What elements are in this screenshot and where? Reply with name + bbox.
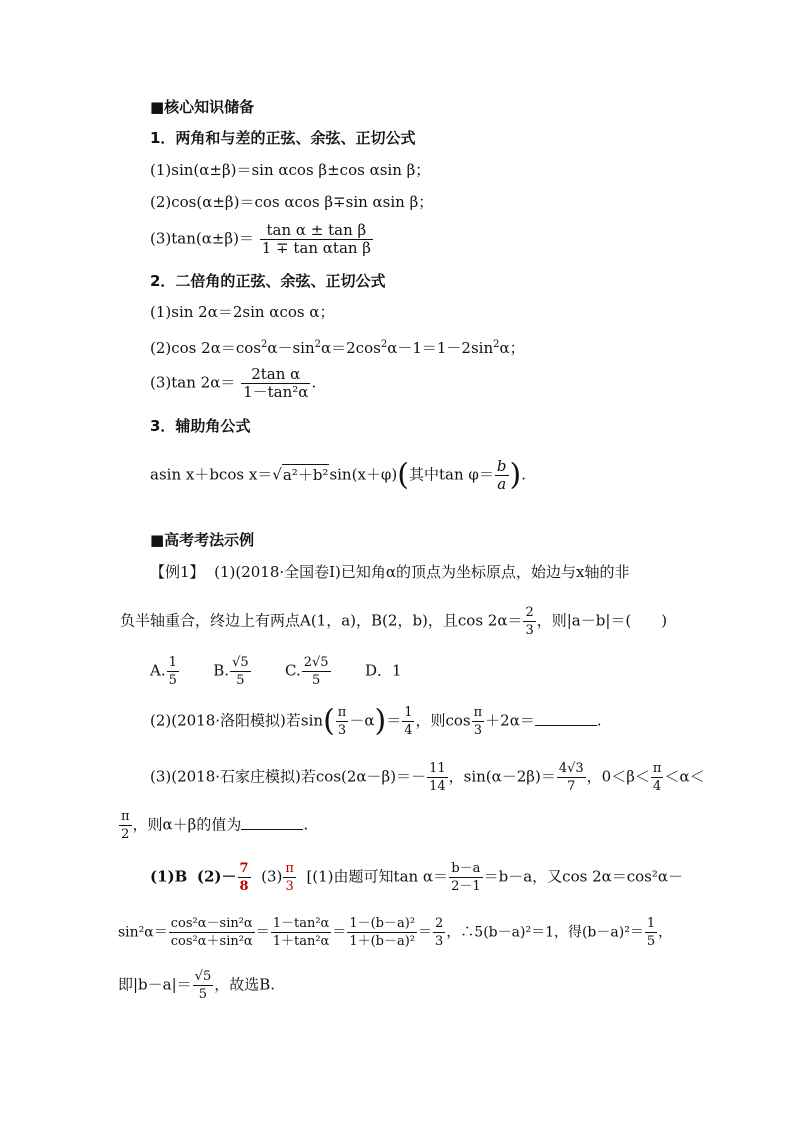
item2-formula3: (3)tan 2α＝ $\frac{\text{2tan α}}{\text{1－tan²α}}$ . [150, 365, 317, 401]
denominator: 3 [285, 879, 294, 894]
solution-text: ，∴5(b－a)²＝1，得(b－a)²＝ [446, 924, 644, 941]
fraction [119, 808, 132, 843]
example1-q3-line2: $\frac{\pi}{2}$ ，则α＋β的值为 . [121, 809, 309, 842]
fraction [336, 704, 349, 739]
option-a: A. [150, 661, 166, 680]
numerator: b [496, 457, 507, 475]
numerator: 1 [404, 705, 413, 720]
denominator: 2－1 [451, 879, 481, 894]
denominator: 1 ∓ tan αtan β [261, 239, 371, 257]
fraction [283, 860, 296, 895]
question-text: ，则|a－b|＝( ) [536, 611, 668, 630]
formula-text: asin x＋bcos x＝ [150, 465, 273, 484]
question-text: 负半轴重合，终边上有两点A(1，a)，B(2，b)，且cos 2α＝ [120, 611, 523, 630]
numerator: tan α ± tan β [260, 222, 373, 240]
solution-text: sin²α＝ [118, 924, 168, 941]
fraction [230, 654, 251, 689]
fraction [167, 654, 179, 689]
denominator: 3 [435, 934, 444, 949]
numerator: 2tan α [241, 366, 310, 384]
section-title-exam-examples: ■高考考法示例 [150, 531, 255, 549]
formula-text: α； [499, 339, 525, 357]
answer-1: (1)B [150, 867, 188, 886]
example1-q1-line2 [120, 604, 667, 639]
question-text: ＋2α＝ [485, 711, 535, 730]
fraction [645, 915, 657, 950]
formula-text: (2)cos 2α＝cos [150, 339, 261, 357]
answer-3: (3) [261, 867, 283, 886]
fraction [433, 915, 445, 950]
fraction [472, 704, 485, 739]
solution-text: ＝ [332, 924, 347, 941]
denominator: 1＋tan²α [272, 934, 330, 949]
fraction [347, 915, 417, 950]
answer-2: (2)－ [196, 867, 237, 886]
example1-q2: (2)(2018·洛阳模拟)若sin( $\frac{\pi}{3}$ －α)＝ $\frac{1}{4}$ ，则cos $\frac{\pi}{3}$ ＋2α＝ . [150, 703, 602, 739]
sqrt-symbol: √ [272, 465, 282, 484]
question-text: ，则cos [415, 711, 471, 730]
numerator: π [337, 705, 347, 720]
example1-q1-line1 [150, 562, 630, 582]
item1-title: 1．两角和与差的正弦、余弦、正切公式 [150, 129, 416, 147]
numerator: √5 [194, 969, 212, 984]
fraction [651, 760, 664, 795]
solution-text: 即|b－a|＝ [118, 975, 192, 994]
option-b: B. [213, 661, 230, 680]
fraction [557, 760, 586, 795]
solution-text: ，故选B. [214, 975, 276, 994]
question-text: (1)(2018·全国卷Ⅰ)已知角α的顶点为坐标原点，始边与x轴的非 [214, 563, 630, 581]
numerator: π [285, 861, 294, 876]
fraction [402, 704, 414, 739]
radicand: a²＋b² [282, 465, 329, 484]
fraction [238, 860, 251, 895]
denominator: 3 [473, 723, 483, 738]
item1-formula2: (2)cos(α±β)＝cos αcos β∓sin αsin β； [150, 193, 434, 211]
question-text: ，则α＋β的值为 [132, 815, 242, 834]
numerator: √5 [232, 655, 249, 670]
denominator: 4 [653, 779, 662, 794]
numerator: 11 [429, 761, 446, 776]
item1-formula1: (1)sin(α±β)＝sin αcos β±cos αsin β； [150, 161, 431, 179]
answer-blank [535, 711, 597, 726]
denominator: 7 [567, 779, 576, 794]
numerator: π [473, 705, 483, 720]
answer-blank [241, 815, 303, 830]
numerator: 1－(b－a)² [349, 916, 416, 931]
numerator: 2 [525, 605, 534, 620]
fraction [260, 222, 373, 257]
question-text: ＝ [386, 711, 402, 730]
item2-formula2: (2)cos $2\alpha=\cos^2\alpha-\sin^2\alpha=2\cos^2\alpha-1=1-2\sin^2\alpha$； [150, 339, 525, 357]
numerator: cos²α－sin²α [170, 916, 253, 931]
denominator: 2 [121, 827, 130, 842]
fraction [193, 968, 214, 1003]
denominator: 8 [239, 879, 249, 894]
denominator: cos²α＋sin²α [170, 934, 253, 949]
solution-text: [(1)由题可知tan α＝ [306, 867, 449, 886]
denominator: 1－tan²α [243, 383, 309, 401]
formula-text: sin(x＋φ) [329, 465, 398, 484]
item3-formula: asin x＋bcos x＝√a²＋b²sin(x＋φ)(其中tan φ＝ $\frac{b}{a}$ ). [150, 457, 526, 493]
example1-answer-line3 [118, 968, 275, 1003]
numerator: 7 [239, 861, 249, 876]
denominator: 3 [525, 623, 534, 638]
numerator: 1 [646, 916, 656, 931]
item3-title: 3．辅助角公式 [150, 417, 251, 435]
example-label: 【例1】 [150, 563, 205, 581]
example1-q3-line1 [150, 760, 705, 795]
fraction [495, 458, 509, 493]
example1-answer-line2 [118, 915, 672, 950]
denominator: 4 [404, 723, 413, 738]
denominator: 3 [337, 723, 347, 738]
denominator: a [497, 475, 507, 493]
numerator: 4√3 [558, 761, 584, 776]
fraction [271, 915, 332, 950]
fraction [449, 860, 483, 895]
solution-text: ＝b－a，又cos 2α＝cos²α－ [483, 867, 684, 886]
numerator: 1－tan²α [272, 916, 330, 931]
numerator: 2√5 [303, 655, 329, 670]
question-text: (3)(2018·石家庄模拟)若cos(2α－β)＝－ [150, 767, 427, 786]
numerator: π [652, 761, 662, 776]
denominator: 5 [168, 673, 177, 688]
solution-text: ， [658, 924, 673, 941]
denominator: 5 [236, 673, 245, 688]
numerator: π [121, 809, 130, 824]
item2-title: 2．二倍角的正弦、余弦、正切公式 [150, 272, 386, 290]
item2-formula1: (1)sin 2α＝2sin αcos α； [150, 303, 335, 321]
solution-text: ＝ [255, 924, 270, 941]
denominator: 1＋(b－a)² [349, 934, 416, 949]
numerator: b－a [449, 860, 483, 878]
question-text: (2)(2018·洛阳模拟)若sin [150, 711, 324, 730]
option-c: C. [285, 661, 301, 680]
fraction [169, 915, 255, 950]
denominator: 14 [429, 779, 446, 794]
numerator: 2 [435, 916, 444, 931]
example1-answer-line1 [150, 860, 683, 895]
question-text: ＜α＜ [664, 767, 705, 786]
formula-text: α－sin [267, 339, 315, 357]
formula-text: α＝2cos [321, 339, 381, 357]
question-text: ，0＜β＜ [586, 767, 650, 786]
item1-formula3 [150, 222, 374, 257]
fraction [241, 366, 310, 401]
example1-options [150, 654, 402, 689]
formula-text: (3)tan 2α＝ [150, 373, 236, 392]
denominator: 5 [198, 987, 208, 1002]
fraction [427, 760, 448, 795]
question-text: ，sin(α－2β)＝ [448, 767, 556, 786]
formula-text: (3)tan(α±β)＝ [150, 229, 254, 248]
formula-text: α－1＝1－2sin [387, 339, 494, 357]
question-text: －α [349, 711, 375, 730]
fraction [523, 604, 535, 639]
numerator: 1 [168, 655, 177, 670]
solution-text: ＝ [418, 924, 433, 941]
denominator: 5 [646, 934, 656, 949]
section-title-core-knowledge: ■核心知识储备 [150, 98, 255, 116]
option-d: D．1 [364, 661, 402, 680]
formula-text: 其中tan φ＝ [408, 465, 494, 484]
fraction [302, 654, 331, 689]
denominator: 5 [312, 673, 321, 688]
